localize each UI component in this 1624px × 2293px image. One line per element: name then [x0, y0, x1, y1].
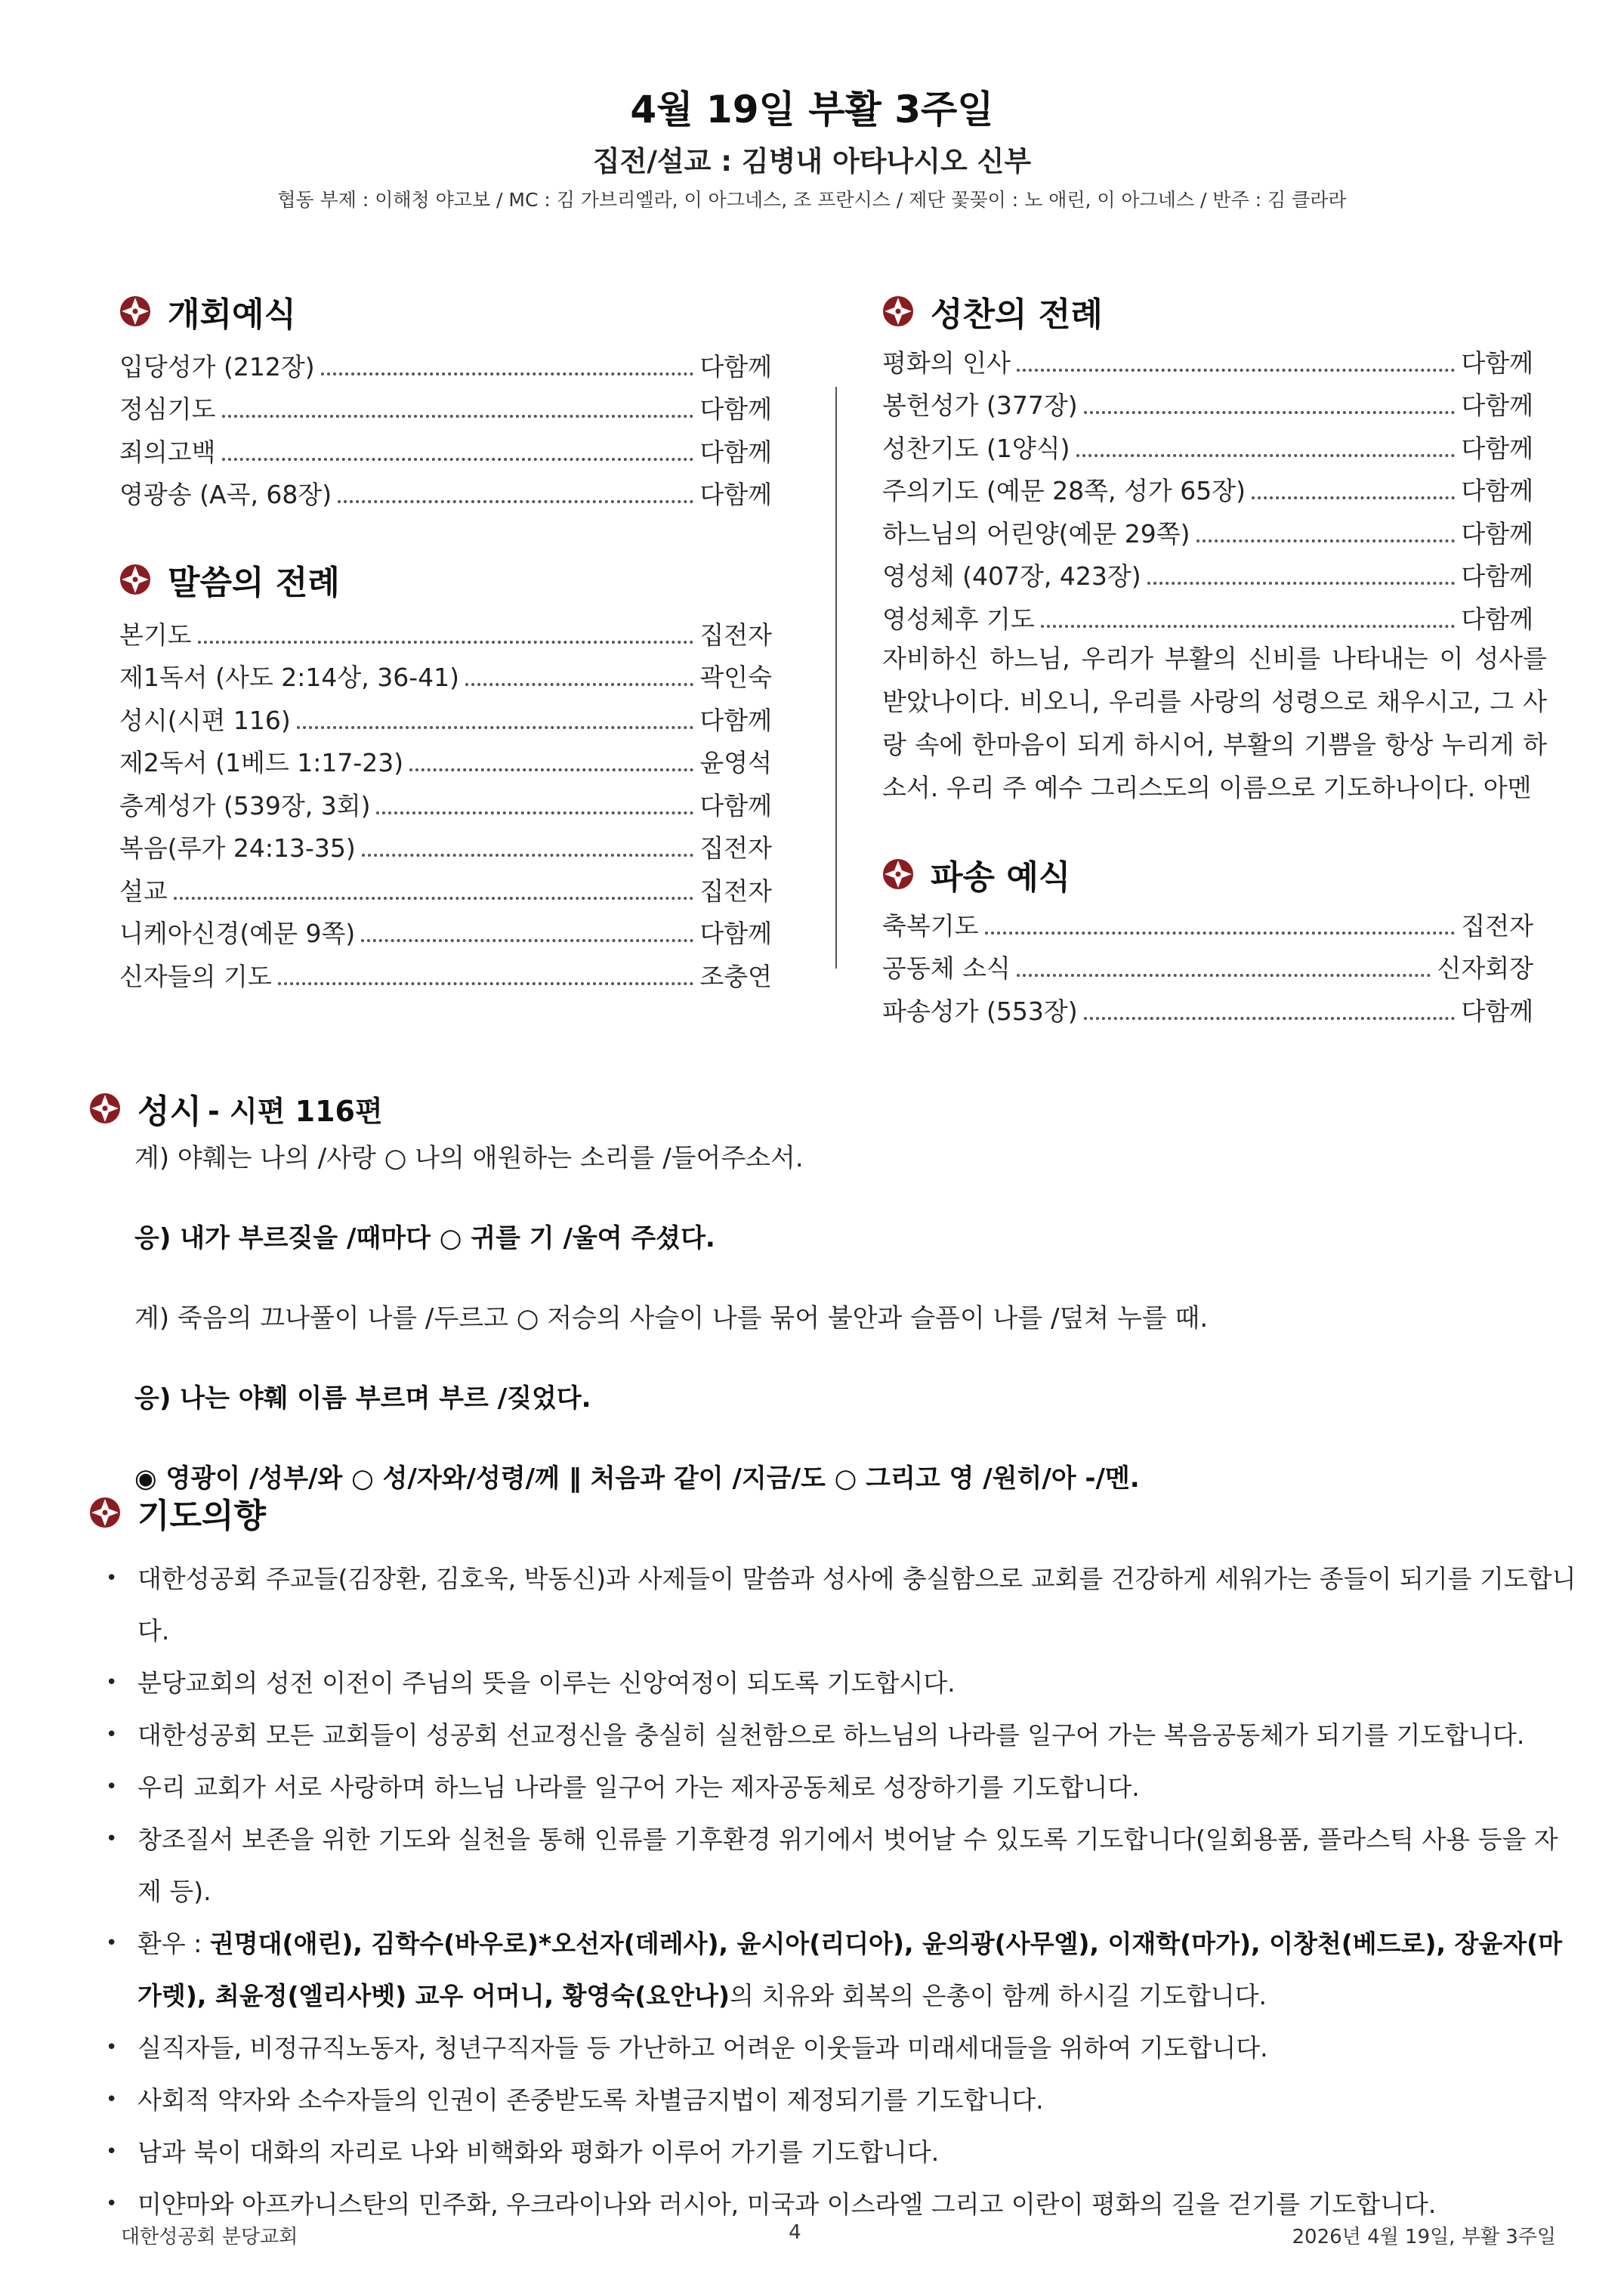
list-item: 본기도 집전자 — [119, 620, 772, 650]
cross-icon — [119, 564, 151, 595]
list-item: • 남과 북이 대화의 자리로 나와 비핵화와 평화가 이루어 가기를 기도합니다. — [106, 2126, 1579, 2178]
list-item: 신자들의 기도 조충연 — [119, 961, 772, 991]
list-item: 영성체 (407장, 423장) 다함께 — [882, 561, 1533, 591]
list-item: 성시(시편 116) 다함께 — [119, 705, 772, 735]
list-item: 복음(루가 24:13-35) 집전자 — [119, 833, 772, 863]
list-item: • 미얀마와 아프카니스탄의 민주화, 우크라이나와 러시아, 미국과 이스라엘 그리고 이란이 평화의 길을 걷기를 기도합니다. — [106, 2178, 1579, 2230]
list-item: 정심기도 다함께 — [119, 394, 772, 424]
patients-suffix: 의 치유와 회복의 은총이 함께 하시길 기도합니다. — [730, 1981, 1267, 2010]
list-item: 층계성가 (539장, 3회) 다함께 — [119, 790, 772, 820]
list-item: • 대한성공회 주교들(김장환, 김호욱, 박동신)과 사제들이 말씀과 성사에 충실함으로 교회를 건강하게 세워가는 종들이 되기를 기도합니다. — [106, 1553, 1579, 1657]
patients-prefix: 환우 : — [137, 1929, 210, 1958]
list-item: 축복기도 집전자 — [882, 910, 1533, 941]
cross-icon — [119, 295, 151, 327]
list-item: 주의기도 (예문 28쪽, 성가 65장) 다함께 — [882, 476, 1533, 505]
list-item: 제2독서 (1베드 1:17-23) 윤영석 — [119, 748, 772, 777]
list-item: • 대한성공회 모든 교회들이 성공회 선교정신을 충실히 실천함으로 하느님의 나라를 일구어 가는 복음공동체가 되기를 기도합니다. — [106, 1709, 1579, 1761]
list-item: 입당성가 (212장) 다함께 — [119, 351, 772, 382]
psalm-line: ◉ 영광이 /성부/와 ○ 성/자와/성령/께 ‖ 처음과 같이 /지금/도 ○ 그리고 영 /원히/아 -/멘. — [134, 1463, 1140, 1494]
section-heading-intentions — [89, 1488, 266, 1537]
list-item: 니케아신경(예문 9쪽) 다함께 — [119, 919, 772, 948]
patients-names: 권명대(애린), 김학수(바우로)*오선자(데레사), 윤시아(리디아), 윤의광(사무엘), 이재학(마가), 이창천(베드로), 장윤자(마가렛), 최윤정(엘리사벳) 교우 어머니, 황영숙(요안나) — [137, 1929, 1563, 2010]
cross-icon — [89, 1092, 121, 1124]
intentions-list — [106, 1553, 1579, 2230]
celebrant-line: 집전/설교 : 김병내 아타나시오 신부 — [592, 145, 1032, 178]
cross-icon — [89, 1497, 121, 1528]
word-list — [119, 610, 772, 994]
list-item: 파송성가 (553장) 다함께 — [882, 996, 1533, 1026]
section-title: 개회예식 — [168, 295, 297, 334]
section-title: 성시 — [137, 1092, 202, 1131]
list-item: • 창조질서 보존을 위한 기도와 실천을 통해 인류를 기후환경 위기에서 벗어날 수 있도록 기도합니다(일회용품, 플라스틱 사용 등을 자제 등). — [106, 1813, 1579, 1918]
psalm-text — [134, 1139, 1570, 1540]
page-number: 4 — [789, 2221, 801, 2244]
cross-icon — [882, 858, 914, 890]
patients-item — [106, 1918, 1579, 2022]
list-item: 영성체후 기도 다함께 — [882, 604, 1533, 634]
psalm-line: 응) 내가 부르짖을 /때마다 ○ 귀를 기 /울여 주셨다. — [134, 1223, 715, 1253]
list-item: • 분당교회의 성전 이전이 주님의 뜻을 이루는 신앙여정이 되도록 기도합시다. — [106, 1657, 1579, 1709]
bulletin-header — [0, 83, 1624, 216]
page-title: 4월 19일 부활 3주일 — [630, 88, 994, 131]
footer-church: 대한성공회 분당교회 — [121, 2226, 298, 2248]
page-footer — [121, 2221, 1556, 2249]
section-heading-opening — [119, 287, 296, 335]
section-title: 파송 예식 — [931, 858, 1071, 897]
list-item: • 우리 교회가 서로 사랑하며 하느님 나라를 일구어 가는 제자공동체로 성장하기를 기도합니다. — [106, 1761, 1579, 1813]
psalm-line: 계) 죽음의 끄나풀이 나를 /두르고 ○ 저승의 사슬이 나를 묶어 불안과 슬픔이 나를 /덮쳐 누를 때. — [134, 1303, 1209, 1333]
eucharist-list — [882, 338, 1533, 637]
list-item: 평화의 인사 다함께 — [882, 348, 1533, 378]
list-item: 죄의고백 다함께 — [119, 437, 772, 467]
section-subtitle: - 시편 116편 — [208, 1094, 383, 1128]
list-item: • 실직자들, 비정규직노동자, 청년구직자들 등 가난하고 어려운 이웃들과 미래세대들을 위하여 기도합니다. — [106, 2022, 1579, 2074]
list-item: • 사회적 약자와 소수자들의 인권이 존중받도록 차별금지법이 제정되기를 기도합니다. — [106, 2074, 1579, 2126]
cross-icon — [882, 295, 914, 327]
psalm-line: 응) 나는 야훼 이름 부르며 부르 /짖었다. — [134, 1383, 591, 1414]
dismissal-list — [882, 901, 1533, 1029]
list-item: 봉헌성가 (377장) 다함께 — [882, 391, 1533, 420]
footer-date: 2026년 4월 19일, 부활 3주일 — [1292, 2226, 1556, 2248]
list-item: 영광송 (A곡, 68장) 다함께 — [119, 480, 772, 509]
list-item: 하느님의 어린양(예문 29쪽) 다함께 — [882, 518, 1533, 549]
section-heading-psalm — [89, 1084, 383, 1133]
opening-list — [119, 341, 772, 512]
section-heading-eucharist — [882, 287, 1103, 335]
psalm-line: 계) 야훼는 나의 /사랑 ○ 나의 애원하는 소리를 /들어주소서. — [134, 1143, 804, 1173]
list-item: 제1독서 (사도 2:14상, 36-41) 곽인숙 — [119, 663, 772, 692]
section-heading-word — [119, 555, 340, 604]
list-item: 공동체 소식 신자회장 — [882, 953, 1533, 983]
section-title: 성찬의 전례 — [931, 295, 1103, 334]
section-title: 말씀의 전례 — [168, 564, 340, 602]
column-divider — [835, 387, 837, 969]
list-item: 성찬기도 (1양식) 다함께 — [882, 433, 1533, 463]
list-item: 설교 집전자 — [119, 876, 772, 906]
credits-line: 협동 부제 : 이해청 야고보 / MC : 김 가브리엘라, 이 아그네스, 조 프란시스 / 제단 꽃꽂이 : 노 애린, 이 아그네스 / 반주 : 김 클라라 — [277, 189, 1347, 211]
section-heading-dismissal — [882, 850, 1070, 898]
post-communion-prayer: 자비하신 하느님, 우리가 부활의 신비를 나타내는 이 성사를 받았나이다. 비오니, 우리를 사랑의 성령으로 채우시고, 그 사랑 속에 한마음이 되게 하시어, 부활의 기쁨을 항상 누리게 하소서. 우리 주 예수 그리스도의 이름으로 기도하나이다. 아멘 — [882, 644, 1547, 802]
section-title: 기도의향 — [137, 1497, 267, 1535]
